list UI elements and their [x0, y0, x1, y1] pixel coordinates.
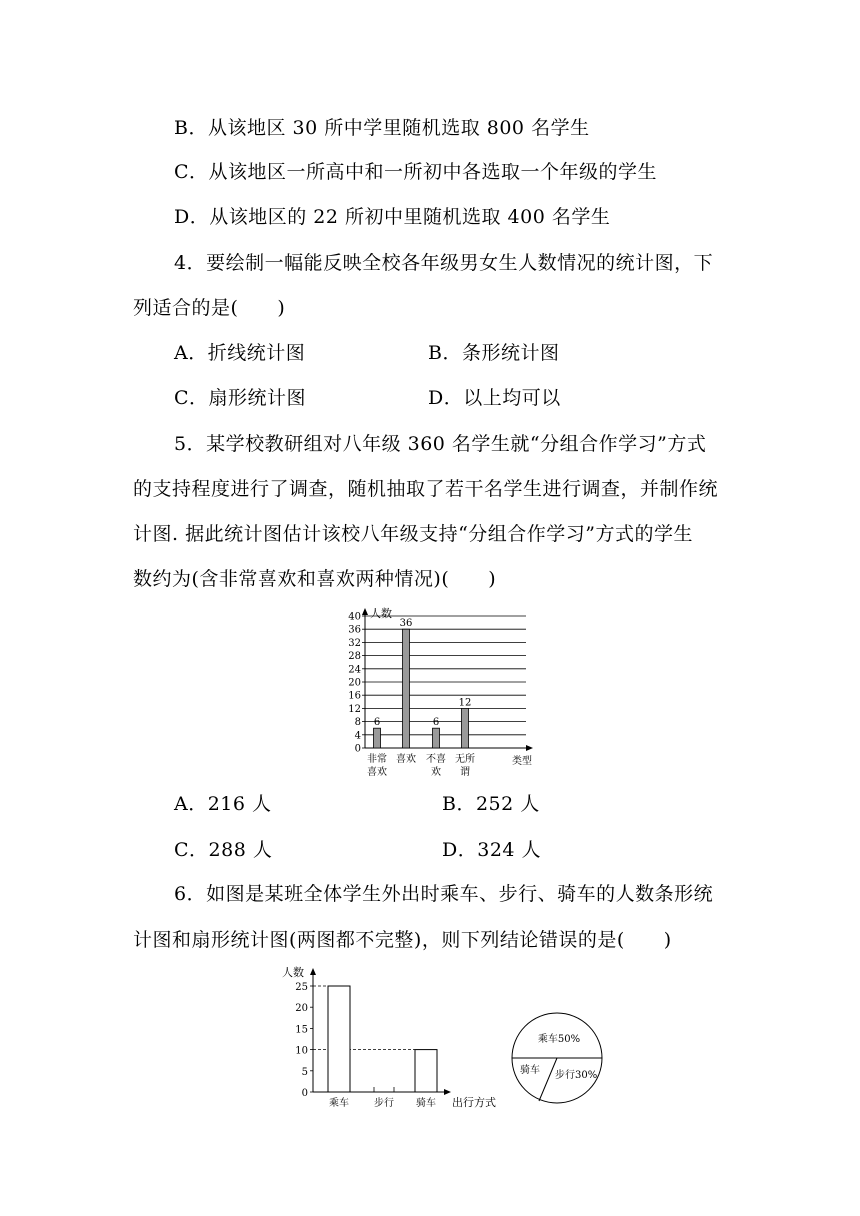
q3-option-b: B．从该地区 30 所中学里随机选取 800 名学生	[174, 117, 590, 139]
category-label: 乘车	[329, 1098, 349, 1109]
q4-stem-line1: 4．要绘制一幅能反映全校各年级男女生人数情况的统计图，下	[174, 252, 714, 274]
y-tick-label: 0	[301, 1088, 308, 1099]
y-tick-label: 40	[348, 611, 361, 623]
x-axis-arrow	[526, 745, 533, 751]
q3-option-c: C．从该地区一所高中和一所初中各选取一个年级的学生	[174, 161, 658, 183]
q6-stem-line2: 计图和扇形统计图(两图都不完整)，则下列结论错误的是( )	[133, 929, 672, 951]
data-label: 36	[399, 618, 413, 630]
q4-stem-line2: 列适合的是( )	[133, 297, 286, 319]
y-tick-label: 20	[348, 677, 361, 689]
category-label: 谓	[460, 767, 470, 778]
category-label: 非常	[367, 754, 387, 765]
q5-stem-line4: 数约为(含非常喜欢和喜欢两种情况)( )	[133, 568, 497, 590]
y-tick-label: 28	[348, 651, 361, 663]
y-tick-label: 0	[354, 743, 361, 755]
y-axis-arrow	[362, 608, 368, 615]
q5-option-d: D．324 人	[442, 839, 542, 861]
bar	[433, 728, 440, 748]
pie-label: 步行30%	[555, 1070, 598, 1081]
q5-bar-chart	[340, 606, 550, 782]
bar	[403, 629, 410, 748]
q5-option-c: C．288 人	[174, 839, 273, 861]
y-axis-arrow	[310, 968, 316, 975]
y-tick-label: 25	[295, 982, 308, 993]
q5-stem-line1: 5．某学校教研组对八年级 360 名学生就“分组合作学习”方式	[174, 433, 707, 455]
data-label: 6	[432, 717, 440, 729]
y-tick-label: 5	[301, 1066, 308, 1078]
q5-option-a: A．216 人	[174, 793, 272, 815]
q5-bar-chart-svg	[340, 606, 550, 782]
y-tick-label: 10	[295, 1045, 308, 1057]
bar	[328, 986, 350, 1092]
q6-bar-chart	[270, 962, 520, 1112]
x-axis-label: 类型	[512, 756, 532, 767]
category-label: 不喜	[426, 754, 446, 765]
category-label: 步行	[374, 1098, 394, 1109]
x-axis-label: 出行方式	[452, 1096, 496, 1109]
y-axis-label: 人数	[370, 607, 392, 620]
data-label: 6	[373, 717, 381, 729]
q6-pie-chart-svg	[505, 1010, 615, 1106]
q5-stem-line2: 的支持程度进行了调查，随机抽取了若干名学生进行调查，并制作统	[133, 478, 719, 500]
y-tick-label: 12	[348, 703, 361, 715]
y-axis-label: 人数	[282, 966, 304, 979]
q5-stem-line3: 计图. 据此统计图估计该校八年级支持“分组合作学习”方式的学生	[133, 523, 694, 545]
x-axis-arrow	[444, 1089, 451, 1095]
y-tick-label: 24	[348, 664, 361, 676]
q4-option-d: D．以上均可以	[428, 387, 561, 409]
y-tick-label: 15	[295, 1024, 308, 1036]
pie-label: 骑车	[520, 1065, 540, 1076]
bar	[462, 708, 469, 748]
y-tick-label: 32	[348, 637, 361, 649]
category-label: 骑车	[416, 1098, 436, 1109]
bar	[415, 1050, 437, 1092]
q4-option-c: C．扇形统计图	[174, 387, 307, 409]
y-tick-label: 20	[295, 1003, 308, 1015]
y-tick-label: 4	[354, 730, 361, 742]
y-tick-label: 16	[348, 690, 361, 702]
q5-option-b: B．252 人	[442, 793, 540, 815]
q4-option-a: A．折线统计图	[174, 342, 306, 364]
q3-option-d: D．从该地区的 22 所初中里随机选取 400 名学生	[174, 206, 611, 228]
category-label: 喜欢	[367, 767, 387, 778]
q6-pie-chart	[505, 1010, 615, 1106]
y-tick-label: 8	[354, 717, 361, 729]
pie-label: 乘车50%	[537, 1034, 581, 1045]
category-label: 喜欢	[396, 754, 416, 765]
q6-stem-line1: 6．如图是某班全体学生外出时乘车、步行、骑车的人数条形统	[174, 883, 714, 905]
q4-option-b: B．条形统计图	[428, 342, 560, 364]
category-label: 无所	[455, 754, 475, 765]
q6-bar-chart-svg	[270, 962, 520, 1112]
data-label: 12	[458, 697, 472, 709]
y-tick-label: 36	[348, 624, 361, 636]
category-label: 欢	[431, 767, 441, 778]
bar	[374, 728, 381, 748]
